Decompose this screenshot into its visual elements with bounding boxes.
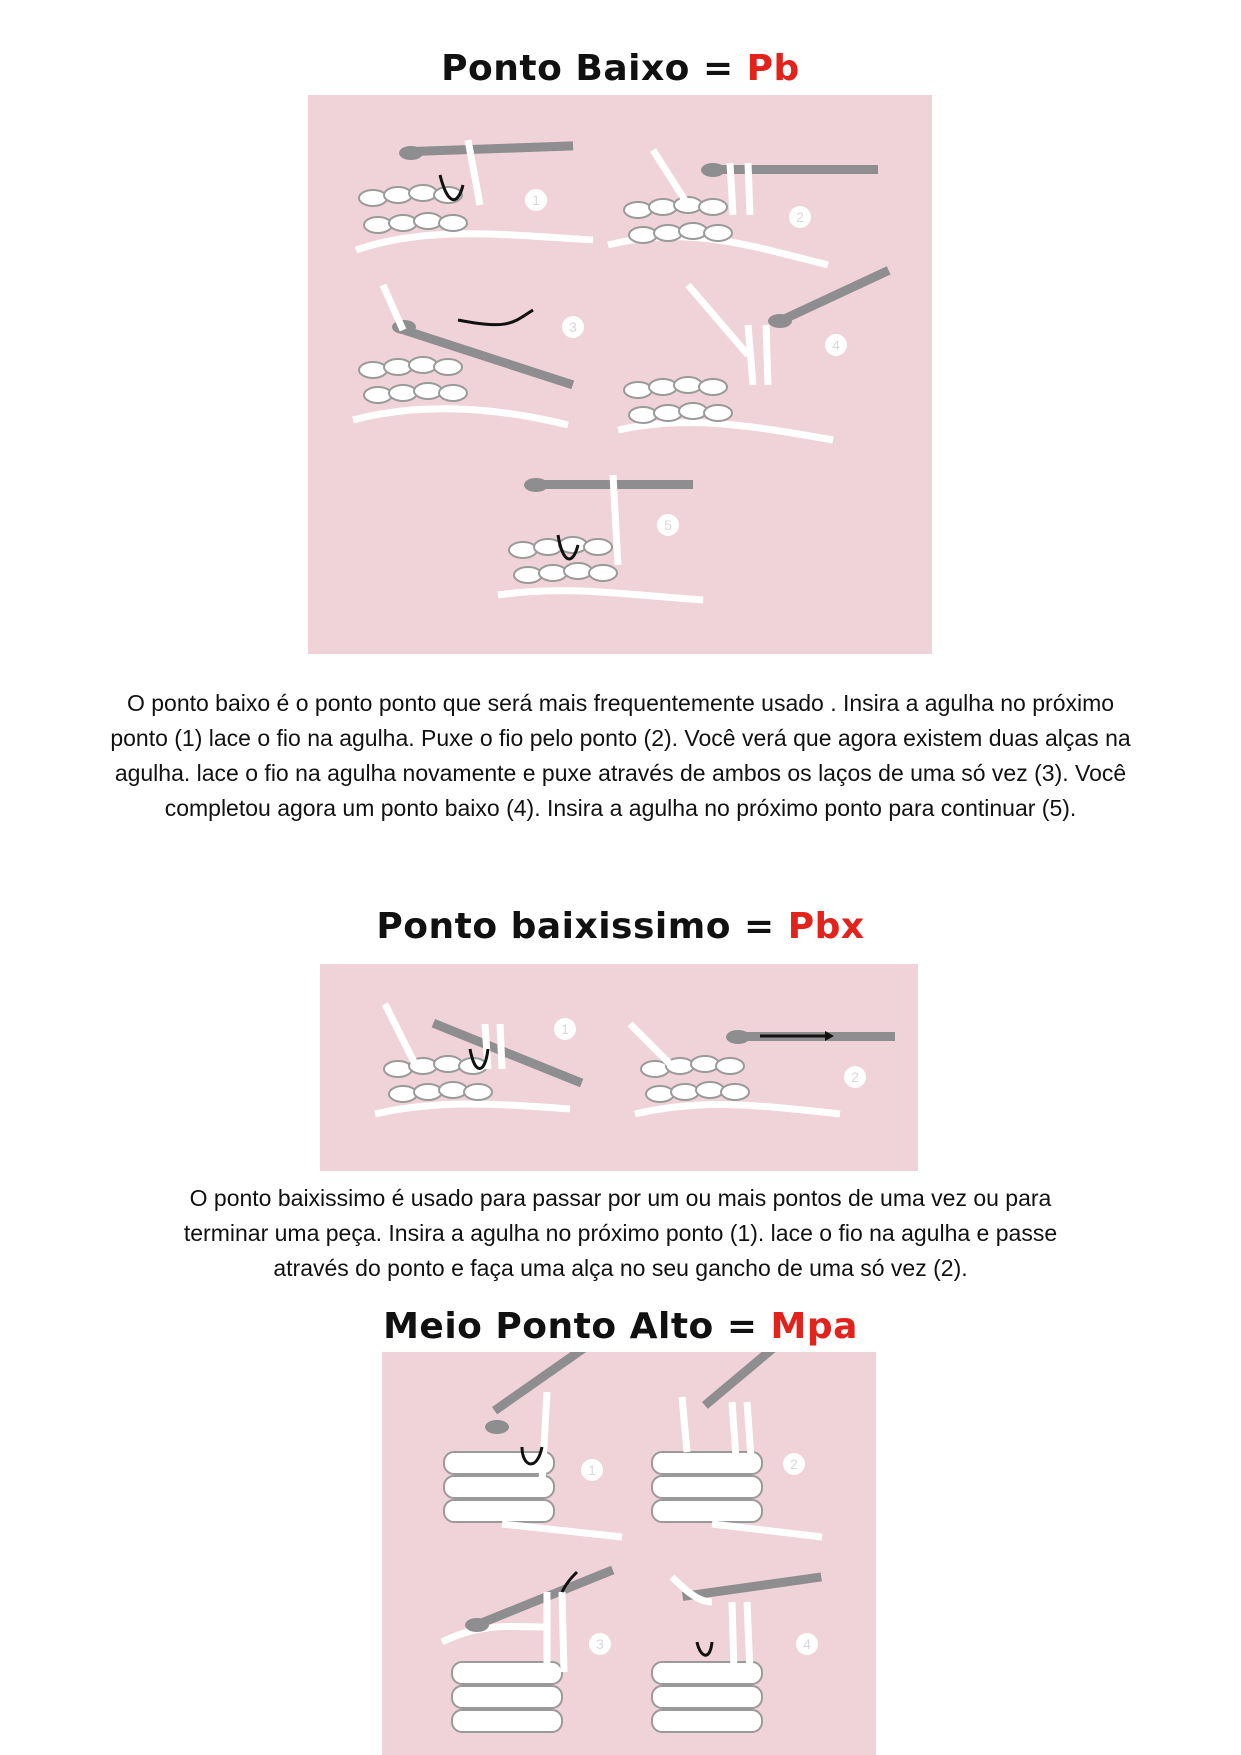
title-equals: = — [731, 906, 788, 947]
step-2-drawing — [652, 1352, 822, 1537]
step-1-number: 1 — [561, 1021, 569, 1037]
step-3-number: 3 — [596, 1636, 604, 1652]
illustration-ponto-baixo — [308, 95, 932, 654]
paragraph-ponto-baixissimo — [0, 1181, 1241, 1286]
step-3-drawing — [353, 285, 584, 425]
illustration-ponto-baixissimo — [320, 964, 918, 1171]
step-4-number: 4 — [832, 337, 840, 353]
paragraph-line: O ponto baixo é o ponto ponto que será mais frequentemente usado . Insira a agulha no próximo — [126, 690, 1115, 716]
step-1-drawing — [356, 140, 593, 250]
step-2-number: 2 — [796, 209, 804, 225]
title-equals: = — [713, 1306, 771, 1347]
title-text: Ponto Baixo — [441, 48, 690, 89]
paragraph-line: completou agora um ponto baixo (4). Insira a agulha no próximo ponto para continuar (5). — [164, 795, 1077, 821]
step-4-drawing — [652, 1573, 822, 1732]
step-4-number: 4 — [803, 1636, 811, 1652]
illustration-meio-ponto-alto-drawing — [382, 1352, 876, 1755]
step-3-number: 3 — [569, 319, 577, 335]
step-5-number: 5 — [664, 517, 672, 533]
paragraph-line: através do ponto e faça uma alça no seu gancho de uma só vez (2). — [273, 1255, 968, 1281]
step-2-number: 2 — [851, 1069, 859, 1085]
step-2-drawing — [608, 150, 878, 265]
section-title-meio-ponto-alto — [0, 1306, 1241, 1347]
paragraph-line: agulha. lace o fio na agulha novamente e puxe através de ambos os laços de uma só vez (3). Você — [114, 760, 1127, 786]
title-equals: = — [689, 48, 747, 89]
paragraph-line: terminar uma peça. Insira a agulha no próximo ponto (1). lace o fio na agulha e passe — [183, 1220, 1058, 1246]
title-abbreviation: Mpa — [770, 1306, 858, 1347]
step-1-drawing — [444, 1352, 622, 1537]
paragraph-line: O ponto baixissimo é usado para passar por um ou mais pontos de uma vez ou para — [189, 1185, 1052, 1211]
title-text: Ponto baixissimo — [376, 906, 731, 947]
step-1-drawing — [375, 1004, 583, 1114]
section-title-ponto-baixissimo — [0, 906, 1241, 947]
step-4-drawing — [618, 266, 891, 440]
illustration-ponto-baixo-drawing — [308, 95, 932, 654]
illustration-ponto-baixissimo-drawing — [320, 964, 918, 1171]
title-abbreviation: Pbx — [787, 906, 865, 947]
title-text: Meio Ponto Alto — [383, 1306, 714, 1347]
paragraph-line: ponto (1) lace o fio na agulha. Puxe o fio pelo ponto (2). Você verá que agora existem duas alças na — [110, 725, 1131, 751]
step-1-number: 1 — [532, 192, 540, 208]
illustration-meio-ponto-alto — [382, 1352, 876, 1755]
paragraph-ponto-baixo — [0, 686, 1241, 826]
section-title-ponto-baixo — [0, 48, 1241, 89]
step-1-number: 1 — [588, 1462, 596, 1478]
step-3-drawing — [442, 1566, 614, 1732]
step-5-drawing — [498, 475, 703, 600]
step-2-drawing — [630, 1024, 895, 1114]
step-2-number: 2 — [790, 1456, 798, 1472]
title-abbreviation: Pb — [746, 48, 800, 89]
